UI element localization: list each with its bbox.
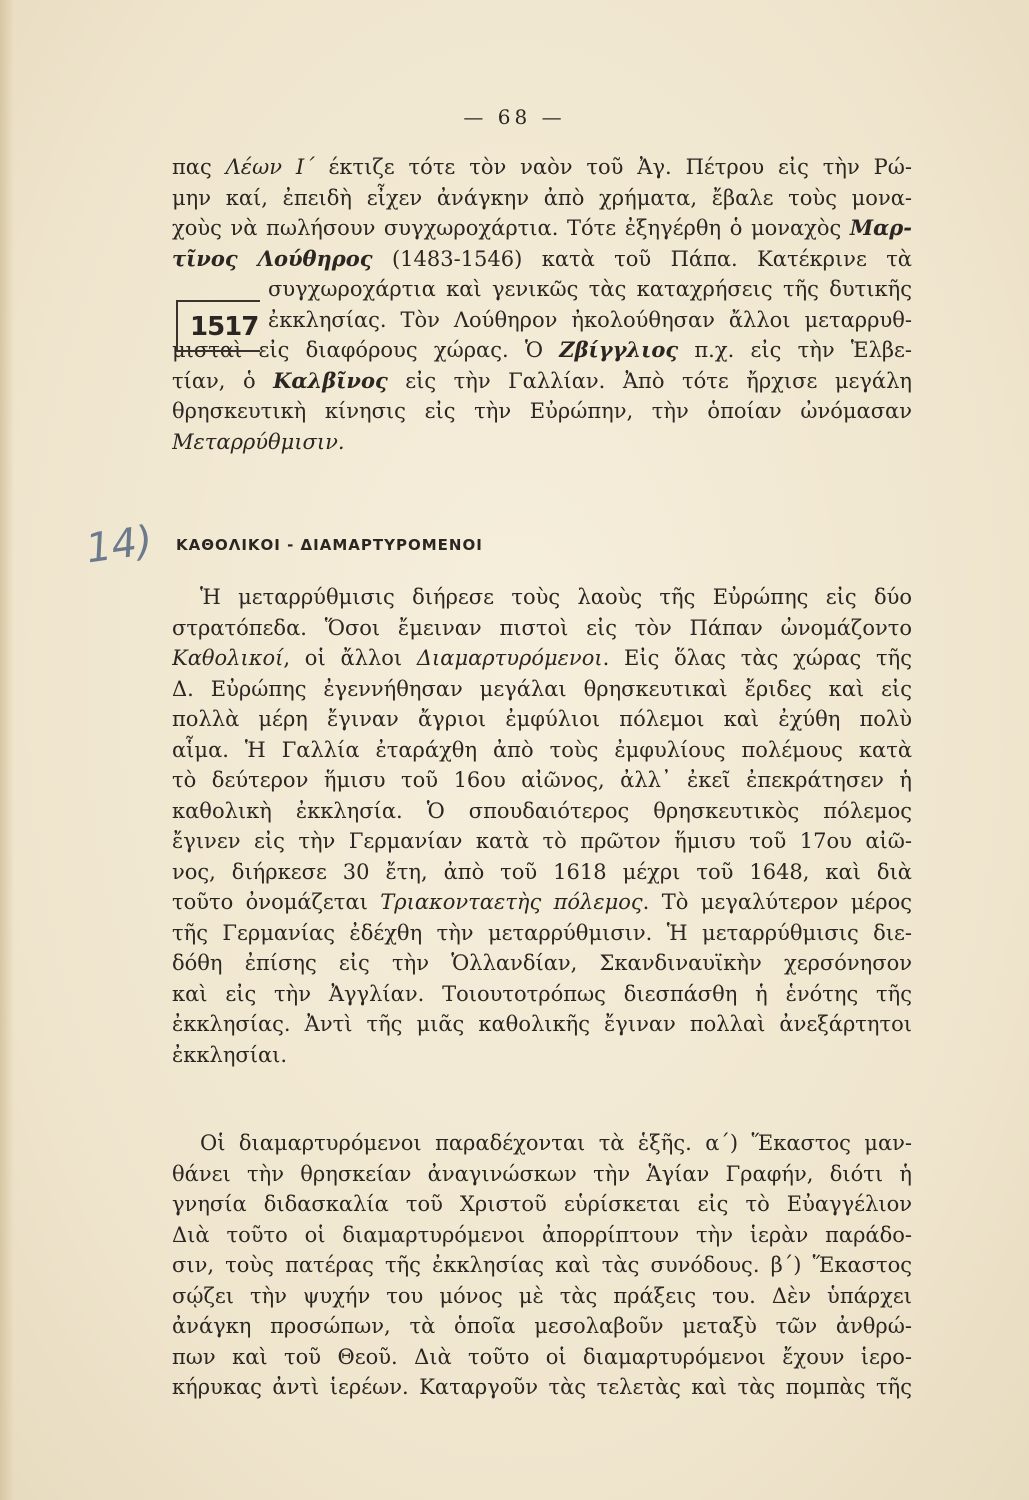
emphasized-text: Διαμαρτυρόμενοι [416,646,603,670]
text-run: στρατόπεδα. Ὅσοι ἔμειναν πιστοὶ εἰς τὸν Πάπαν ὠνομάζοντο [172,615,912,640]
text-run: μισταὶ εἰς διαφόρους χώρας. Ὁ [172,338,560,362]
text-run: συγχωροχάρτια καὶ γενικῶς τὰς καταχρήσεις τῆς δυτικῆς [268,277,912,301]
text-line [172,613,912,644]
text-line [172,335,912,366]
text-run: πων καὶ τοῦ Θεοῦ. Διὰ τοῦτο οἱ διαμαρτυρόμενοι ἔχουν ἱερο- [172,1344,912,1369]
page-edge-shadow [0,0,14,1500]
text-line [172,213,912,244]
text-line [172,305,912,336]
text-line [172,857,912,888]
text-run: τὸ δεύτερον ἥμισυ τοῦ 16ου αἰῶνος, ἀλλ᾽ ἐκεῖ ἐπεκράτησεν ἡ [172,768,912,792]
text-line [172,1311,912,1342]
text-run: . Εἰς ὅλας τὰς χώρας τῆς [602,646,912,670]
text-run: δόθη ἐπίσης εἰς τὴν Ὁλλανδίαν, Σκανδιναυϊκὴν χερσόνησον [172,951,912,975]
text-run: ἀνάγκη προσώπων, τὰ ὁποῖα μεσολαβοῦν μεταξὺ τῶν ἀνθρώ- [172,1314,912,1338]
emphasized-text: Μεταρρύθμισιν. [172,429,345,454]
paragraph-catholics-protestants [172,582,912,1070]
emphasized-text: τῖνος Λούθηρος [172,245,373,271]
text-line [172,366,912,397]
emphasized-text: Καλβῖνος [273,367,388,393]
text-line [172,643,912,674]
text-line [172,183,912,214]
section-heading: ΚΑΘΟΛΙΚΟΙ - ΔΙΑΜΑΡΤΥΡΟΜΕΝΟΙ [176,536,483,554]
text-line [172,1009,912,1040]
text-line [172,1159,912,1190]
text-run: πολλὰ μέρη ἔγιναν ἄγριοι ἐμφύλιοι πόλεμοι καὶ ἐχύθη πολὺ [172,707,912,731]
text-run: θάνει τὴν θρησκείαν ἀναγινώσκων τὴν Ἁγίαν Γραφήν, διότι ἡ [172,1161,912,1186]
text-line [172,948,912,979]
text-run: Διὰ τοῦτο οἱ διαμαρτυρόμενοι ἀπορρίπτουν τὴν ἱερὰν παράδο- [172,1222,912,1247]
text-line [172,826,912,857]
text-line [172,735,912,766]
text-run: , οἱ ἄλλοι [283,646,417,670]
text-line [172,152,912,183]
text-run: κήρυκας ἀντὶ ἱερέων. Καταργοῦν τὰς τελετὰς καὶ τὰς πομπὰς τῆς [172,1375,912,1399]
text-run: καθολικὴ ἐκκλησία. Ὁ σπουδαιότερος θρησκευτικὸς πόλεμος [172,798,912,823]
text-line [172,1040,912,1071]
text-run: θρησκευτικὴ κίνησις εἰς τὴν Εὐρώπην, τὴν ὁποίαν ὠνόμασαν [172,399,912,423]
text-line [172,274,912,305]
emphasized-text: Λέων Ι΄ [225,155,315,179]
text-line [172,1220,912,1251]
text-line [172,1128,912,1159]
margin-year-label: 1517 [190,312,259,342]
text-line [172,582,912,613]
text-line [172,1281,912,1312]
text-line [172,396,912,427]
text-run: Οἱ διαμαρτυρόμενοι παραδέχονται τὰ ἑξῆς. α΄) Ἕκαστος μαν- [200,1131,912,1155]
text-line [172,1372,912,1403]
text-run: καὶ εἰς τὴν Ἀγγλίαν. Τοιουτοτρόπως διεσπάσθη ἡ ἑνότης τῆς [172,981,912,1006]
text-line [172,1250,912,1281]
text-run: τίαν, ὁ [172,368,274,393]
text-line [172,887,912,918]
text-run: έκτιζε τότε τὸν ναὸν τοῦ Ἀγ. Πέτρου εἰς τὴν Ρώ- [314,155,912,179]
emphasized-text: Ζβίγγλιος [559,337,679,362]
text-line [172,704,912,735]
text-line [172,1189,912,1220]
text-line [172,427,912,458]
paragraph-protestant-beliefs [172,1128,912,1403]
emphasized-text: Μαρ- [849,215,912,240]
text-run: Δ. Εὐρώπης ἐγεννήθησαν μεγάλαι θρησκευτικαὶ ἔριδες καὶ εἰς [172,676,912,701]
text-run: πας [172,155,226,179]
text-run: ἐκκλησίας. Ἀντὶ τῆς μιᾶς καθολικῆς ἔγιναν πολλαὶ ἀνεξάρτητοι [172,1012,912,1036]
text-run: τοῦτο ὀνομάζεται [172,890,381,914]
emphasized-text: Τριακονταετὴς πόλεμος [380,890,643,914]
text-line [172,244,912,275]
text-run: ἐκκλησίαι. [172,1042,288,1067]
text-run: μην καί, ἐπειδὴ εἶχεν ἀνάγκην ἀπὸ χρήματα, ἔβαλε τοὺς μονα- [172,185,912,210]
text-line [172,918,912,949]
text-run: χοὺς νὰ πωλήσουν συγχωροχάρτια. Τότε ἐξηγέρθη ὁ μοναχὸς [172,216,850,240]
emphasized-text: Καθολικοί [172,646,284,670]
handwritten-annotation: 14) [83,517,156,573]
text-line [172,796,912,827]
text-run: σῴζει τὴν ψυχήν του μόνος μὲ τὰς πράξεις του. Δὲν ὑπάρχει [172,1283,912,1308]
text-run: αἷμα. Ἡ Γαλλία ἐταράχθη ἀπὸ τοὺς ἐμφυλίους πολέμους κατὰ [172,737,912,762]
text-run: ἔγινεν εἰς τὴν Γερμανίαν κατὰ τὸ πρῶτον ἥμισυ τοῦ 17ου αἰῶ- [172,829,912,853]
text-run: ἐκκλησίας. Τὸν Λούθηρον ἠκολούθησαν ἄλλοι μεταρρυθ- [268,307,912,332]
text-run: γνησία διδασκαλία τοῦ Χριστοῦ εὑρίσκεται εἰς τὸ Εὐαγγέλιον [172,1192,912,1216]
text-line [172,1342,912,1373]
text-run: εἰς τὴν Γαλλίαν. Ἀπὸ τότε ἤρχισε μεγάλη [387,368,912,393]
text-run: τῆς Γερμανίας ἐδέχθη τὴν μεταρρύθμισιν. Ἡ μεταρρύθμισις διε- [172,920,912,945]
text-run: (1483-1546) κατὰ τοῦ Πάπα. Κατέκρινε τὰ [372,246,912,271]
text-run: νος, διήρκεσε 30 ἔτη, ἀπὸ τοῦ 1618 μέχρι τοῦ 1648, καὶ διὰ [172,859,912,884]
paragraph-reformation [172,152,912,457]
page-number: — 68 — [463,105,566,129]
text-run: Ἡ μεταρρύθμισις διήρεσε τοὺς λαοὺς τῆς Εὐρώπης εἰς δύο [200,585,912,609]
text-line [172,765,912,796]
text-line [172,979,912,1010]
text-run: π.χ. εἰς τὴν Ἑλβε- [678,338,912,362]
text-run: σιν, τοὺς πατέρας τῆς ἐκκλησίας καὶ τὰς συνόδους. β΄) Ἕκαστος [172,1253,912,1277]
text-line [172,674,912,705]
text-run: . Τὸ μεγαλύτερον μέρος [642,890,912,914]
